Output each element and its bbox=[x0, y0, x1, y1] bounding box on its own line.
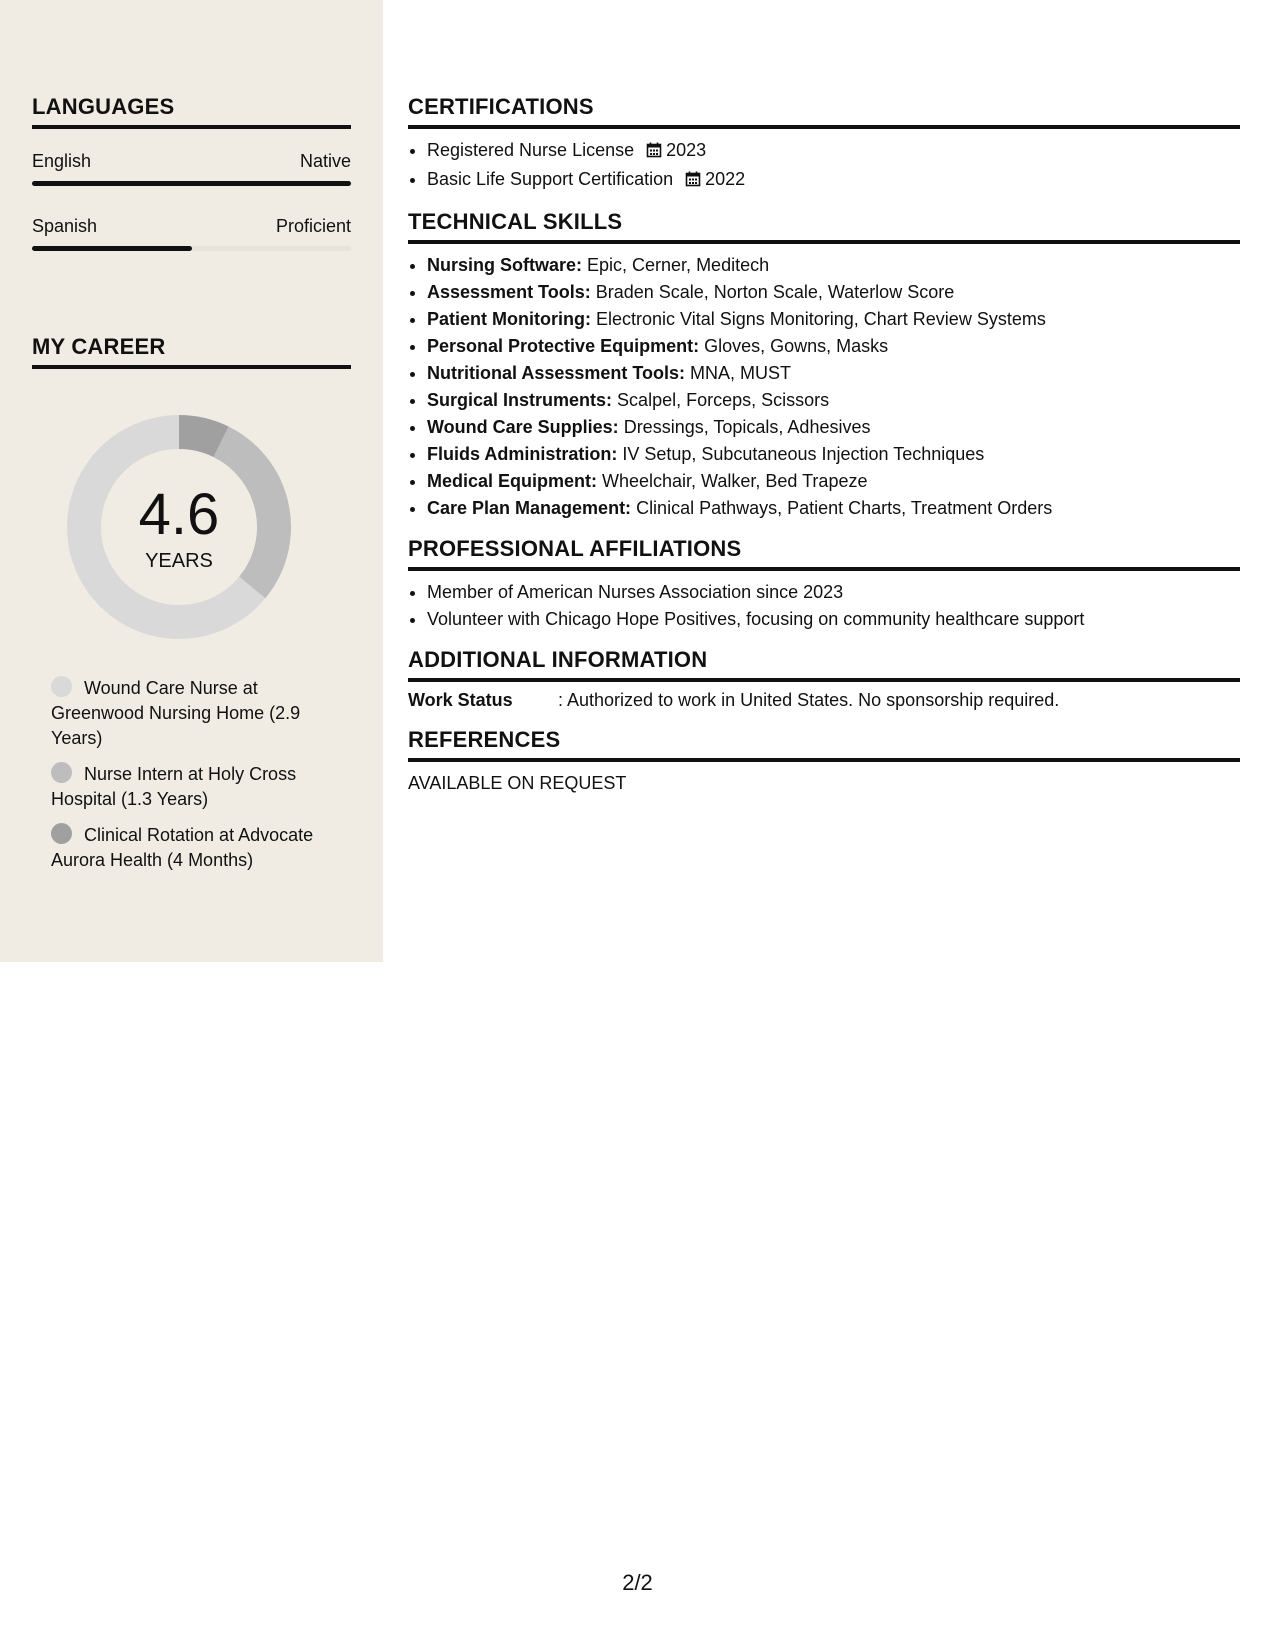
donut-center bbox=[66, 414, 292, 640]
skill-label: Wound Care Supplies: bbox=[427, 417, 619, 437]
skill-value: Clinical Pathways, Patient Charts, Treatment Orders bbox=[631, 498, 1053, 518]
affiliation-item: • Member of American Nurses Association since 2023 bbox=[427, 579, 1240, 606]
skill-value: Electronic Vital Signs Monitoring, Chart Review Systems bbox=[590, 309, 1046, 329]
skill-value: MNA, MUST bbox=[685, 363, 792, 383]
skill-label: Patient Monitoring: bbox=[427, 309, 591, 329]
certifications-title: CERTIFICATIONS bbox=[408, 94, 1240, 129]
skill-value: Epic, Cerner, Meditech bbox=[582, 255, 770, 275]
skill-label: Assessment Tools: bbox=[427, 282, 591, 302]
skill-item bbox=[427, 279, 1240, 306]
certifications-section bbox=[408, 94, 1240, 195]
language-proficiency-fill bbox=[32, 181, 351, 186]
technical-skills-title: TECHNICAL SKILLS bbox=[408, 209, 1240, 244]
career-legend-item bbox=[51, 823, 341, 873]
main-column bbox=[408, 94, 1240, 794]
career-section bbox=[32, 334, 351, 369]
career-donut-chart bbox=[66, 414, 292, 640]
languages-title: LANGUAGES bbox=[32, 94, 351, 129]
affiliations-list bbox=[408, 579, 1240, 633]
languages-section bbox=[32, 94, 351, 251]
skill-value: Braden Scale, Norton Scale, Waterlow Score bbox=[590, 282, 955, 302]
skill-item bbox=[427, 495, 1240, 522]
legend-dot bbox=[51, 823, 72, 844]
technical-skills-list bbox=[408, 252, 1240, 522]
skill-value: Gloves, Gowns, Masks bbox=[699, 336, 889, 356]
career-title: MY CAREER bbox=[32, 334, 351, 369]
career-total-unit: YEARS bbox=[145, 550, 213, 572]
career-legend-item bbox=[51, 676, 341, 751]
skill-value: Scalpel, Forceps, Scissors bbox=[612, 390, 830, 410]
language-name: Spanish bbox=[32, 216, 98, 236]
skill-item bbox=[427, 360, 1240, 387]
certification-name: Registered Nurse License bbox=[427, 140, 635, 160]
certification-name: Basic Life Support Certification bbox=[427, 169, 674, 189]
skill-value: IV Setup, Subcutaneous Injection Techniques bbox=[617, 444, 985, 464]
language-level: Native bbox=[299, 151, 351, 171]
career-legend-label: Nurse Intern at Holy Cross Hospital (1.3 Years) bbox=[51, 764, 297, 809]
skill-label: Care Plan Management: bbox=[427, 498, 632, 518]
career-legend bbox=[51, 676, 341, 884]
skill-item bbox=[427, 333, 1240, 360]
work-status-row bbox=[408, 690, 1240, 711]
skill-value: Dressings, Topicals, Adhesives bbox=[618, 417, 871, 437]
additional-info-section bbox=[408, 647, 1240, 711]
skill-item bbox=[427, 441, 1240, 468]
skill-item bbox=[427, 306, 1240, 333]
work-status-value: : Authorized to work in United States. No sponsorship required. bbox=[558, 690, 1060, 710]
affiliations-section bbox=[408, 536, 1240, 633]
skill-value: Wheelchair, Walker, Bed Trapeze bbox=[597, 471, 868, 491]
language-proficiency-bar bbox=[32, 181, 351, 186]
certification-year: 2023 bbox=[666, 140, 707, 160]
skill-item bbox=[427, 468, 1240, 495]
affiliations-title: PROFESSIONAL AFFILIATIONS bbox=[408, 536, 1240, 571]
skill-label: Fluids Administration: bbox=[427, 444, 618, 464]
sidebar bbox=[0, 0, 383, 962]
technical-skills-section bbox=[408, 209, 1240, 522]
certification-year: 2022 bbox=[705, 169, 746, 189]
skill-item bbox=[427, 252, 1240, 279]
work-status-label: Work Status bbox=[408, 690, 513, 710]
affiliation-item: • Volunteer with Chicago Hope Positives, focusing on community healthcare support bbox=[427, 606, 1240, 633]
references-section bbox=[408, 727, 1240, 794]
page-number: 2/2 bbox=[622, 1570, 653, 1595]
skill-label: Nutritional Assessment Tools: bbox=[427, 363, 686, 383]
certification-item bbox=[427, 137, 1240, 166]
language-proficiency-fill bbox=[32, 246, 192, 251]
references-text: AVAILABLE ON REQUEST bbox=[408, 773, 627, 793]
calendar-icon bbox=[646, 139, 662, 166]
skill-item bbox=[427, 387, 1240, 414]
language-item bbox=[32, 216, 351, 251]
language-name: English bbox=[32, 151, 92, 171]
language-item bbox=[32, 151, 351, 186]
language-proficiency-bar bbox=[32, 246, 351, 251]
additional-info-title: ADDITIONAL INFORMATION bbox=[408, 647, 1240, 682]
career-legend-item bbox=[51, 762, 341, 812]
career-legend-label: Wound Care Nurse at Greenwood Nursing Home (2.9 Years) bbox=[51, 678, 301, 748]
language-level: Proficient bbox=[275, 216, 351, 236]
skill-label: Nursing Software: bbox=[427, 255, 583, 275]
skill-label: Medical Equipment: bbox=[427, 471, 598, 491]
skill-label: Surgical Instruments: bbox=[427, 390, 613, 410]
legend-dot bbox=[51, 762, 72, 783]
skill-item bbox=[427, 414, 1240, 441]
certification-item bbox=[427, 166, 1240, 195]
skill-label: Personal Protective Equipment: bbox=[427, 336, 700, 356]
career-legend-label: Clinical Rotation at Advocate Aurora Health (4 Months) bbox=[51, 825, 314, 870]
calendar-icon bbox=[685, 168, 701, 195]
references-title: REFERENCES bbox=[408, 727, 1240, 762]
certifications-list bbox=[408, 137, 1240, 195]
legend-dot bbox=[51, 676, 72, 697]
career-total-years: 4.6 bbox=[138, 482, 220, 547]
